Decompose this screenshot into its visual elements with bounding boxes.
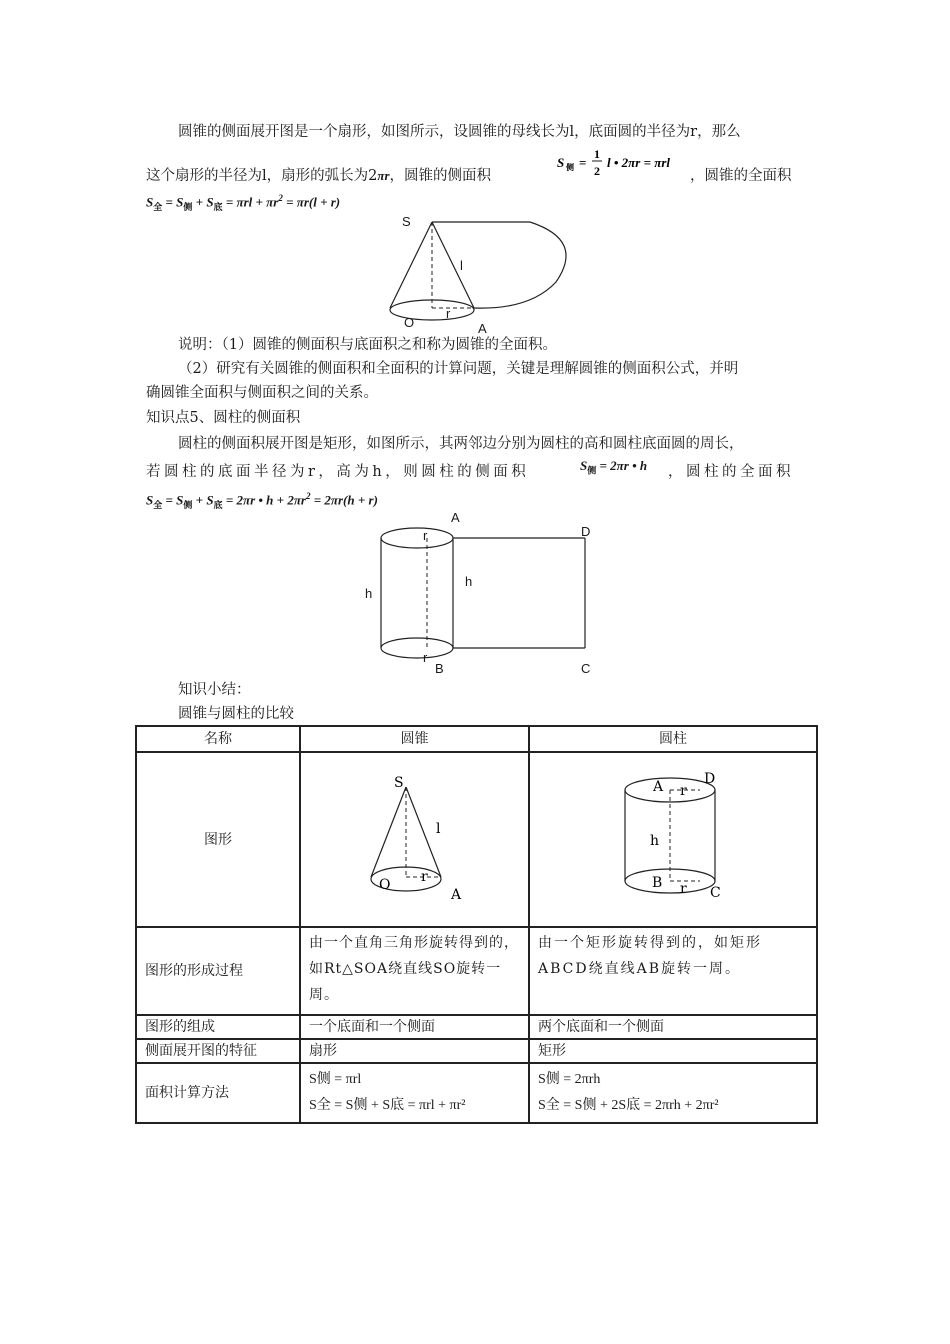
row-process-cylinder: 由一个矩形旋转得到的，如矩形ABCD绕直线AB旋转一周。: [529, 927, 817, 1015]
cylinder-unfold-svg: [355, 508, 605, 683]
cylinder-heading: 知识点5、圆柱的侧面积: [146, 410, 301, 426]
label-l: l: [460, 258, 463, 273]
row-figure-label: 图形: [136, 752, 300, 927]
svg-text:侧: 侧: [566, 163, 574, 172]
cylinder-lateral-formula: $S_侧 = 2\pi r$ • h: [580, 458, 648, 476]
cone-slant-right: [432, 222, 474, 308]
svg-text:1: 1: [594, 147, 600, 161]
cone-area-lateral: S侧 = πrl: [309, 1072, 362, 1087]
cone-paragraph-line-2-tail: ，圆锥的全面积: [690, 168, 792, 184]
cone-unfold-svg: [380, 210, 590, 335]
label-h-right: h: [465, 574, 473, 589]
note-1: 说明：（1）圆锥的侧面积与底面积之和称为圆锥的全面积。: [178, 337, 557, 353]
tbl-label-A: A: [451, 887, 462, 903]
cone-lateral-formula: [557, 146, 707, 189]
cone-slant-left: [390, 222, 432, 308]
label-r: r: [446, 306, 451, 321]
row-unfold-cylinder: 矩形: [529, 1039, 817, 1063]
table-cone-svg: [301, 753, 526, 917]
label-A: A: [478, 321, 487, 335]
tbl-label-B: B: [652, 875, 663, 891]
row-composition-cone: 一个底面和一个侧面: [300, 1015, 529, 1039]
row-process-cone: 由一个直角三角形旋转得到的，如Rt△SOA绕直线SO旋转一周。: [300, 927, 529, 1015]
cone-paragraph-line-2: 这个扇形的半径为l，扇形的弧长为2πr，圆锥的侧面积: [146, 168, 492, 184]
table-header-row: [136, 726, 817, 752]
label-S: S: [402, 214, 411, 229]
comparison-table: [135, 725, 818, 1124]
svg-text:=: =: [579, 155, 587, 170]
row-area-label: 面积计算方法: [136, 1063, 300, 1123]
row-unfold-cone: 扇形: [300, 1039, 529, 1063]
table-row-composition: [136, 1015, 817, 1039]
tbl-label-r-top: r: [680, 783, 687, 799]
cyl-top-ellipse: [381, 528, 453, 548]
label-C: C: [581, 661, 591, 676]
label-h-left: h: [365, 586, 373, 601]
header-name: 名称: [136, 726, 300, 752]
cone-unfold-figure: [380, 210, 590, 339]
label-D: D: [581, 524, 591, 539]
table-row-process: [136, 927, 817, 1015]
cylinder-unfold-figure: [355, 508, 605, 687]
row-figure-cone: [300, 752, 529, 927]
table-row-figure: [136, 752, 817, 927]
label-B: B: [435, 661, 444, 676]
cone-total-formula: $S_全 = S_侧 + S_底 = \pi rl + \pi r^2 = \pi r(l + r)$: [146, 193, 341, 212]
row-process-label: 图形的形成过程: [136, 927, 300, 1015]
cone-lateral-formula-graphic: [557, 146, 707, 186]
cone-paragraph-line-1: 圆锥的侧面展开图是一个扇形，如图所示，设圆锥的母线长为l，底面圆的半径为r，那么: [178, 124, 741, 140]
tbl-label-h: h: [650, 833, 660, 849]
tbl-label-C: C: [710, 885, 721, 901]
sector-arc: [474, 222, 566, 308]
header-cylinder: 圆柱: [529, 726, 817, 752]
row-composition-cylinder: 两个底面和一个侧面: [529, 1015, 817, 1039]
svg-text:l • 2πr = πrl: l • 2πr = πrl: [607, 155, 670, 170]
row-unfold-label: 侧面展开图的特征: [136, 1039, 300, 1063]
cylinder-total-formula: $S_全 = S_侧 + S_底 = 2\pi r$ • $h + 2\pi r^2 = 2\pi r(h + r)$: [146, 491, 378, 510]
label-O: O: [404, 315, 415, 330]
cylinder-area-total: S全 = S侧 + 2S底 = 2πrh + 2πr²: [538, 1098, 719, 1113]
row-figure-cylinder: [529, 752, 817, 927]
svg-text:2: 2: [594, 164, 600, 178]
row-area-cone: [300, 1063, 529, 1123]
header-cone: 圆锥: [300, 726, 529, 752]
note-2-line-2: 确圆锥全面积与侧面积之间的关系。: [146, 385, 378, 401]
cyl-bottom-ellipse: [381, 638, 453, 658]
cylinder-area-lateral: S侧 = 2πrh: [538, 1072, 601, 1087]
tbl-label-l: l: [436, 821, 441, 837]
label-A: A: [451, 510, 460, 525]
table-cylinder-svg: [530, 753, 814, 917]
label-r-bottom: r: [423, 650, 428, 665]
tbl-label-r-bottom: r: [680, 881, 687, 897]
tbl-label-O: O: [379, 877, 391, 893]
table-row-area: [136, 1063, 817, 1123]
row-area-cylinder: [529, 1063, 817, 1123]
label-r-top: r: [423, 528, 428, 543]
pi-r: πr: [377, 168, 390, 183]
cylinder-paragraph-line-2: 若圆柱的底面半径为r，高为h，则圆柱的侧面积: [146, 464, 530, 480]
tbl-label-D: D: [704, 771, 716, 787]
cone-area-total: S全 = S侧 + S底 = πrl + πr²: [309, 1098, 466, 1113]
tbl-label-r: r: [421, 869, 428, 885]
row-composition-label: 图形的组成: [136, 1015, 300, 1039]
cylinder-paragraph-line-1: 圆柱的侧面积展开图是矩形，如图所示，其两邻边分别为圆柱的高和圆柱底面圆的周长，: [178, 436, 744, 452]
summary-title: 知识小结：: [178, 682, 251, 698]
note-2-line-1: （2）研究有关圆锥的侧面积和全面积的计算问题，关键是理解圆锥的侧面积公式，并明: [178, 361, 739, 377]
cylinder-paragraph-line-2-tail: ，圆柱的全面积: [668, 464, 794, 480]
svg-text:S: S: [557, 155, 565, 170]
tbl-label-A: A: [653, 779, 664, 795]
summary-subtitle: 圆锥与圆柱的比较: [178, 706, 294, 722]
tbl-label-S: S: [394, 775, 404, 791]
table-row-unfold: [136, 1039, 817, 1063]
